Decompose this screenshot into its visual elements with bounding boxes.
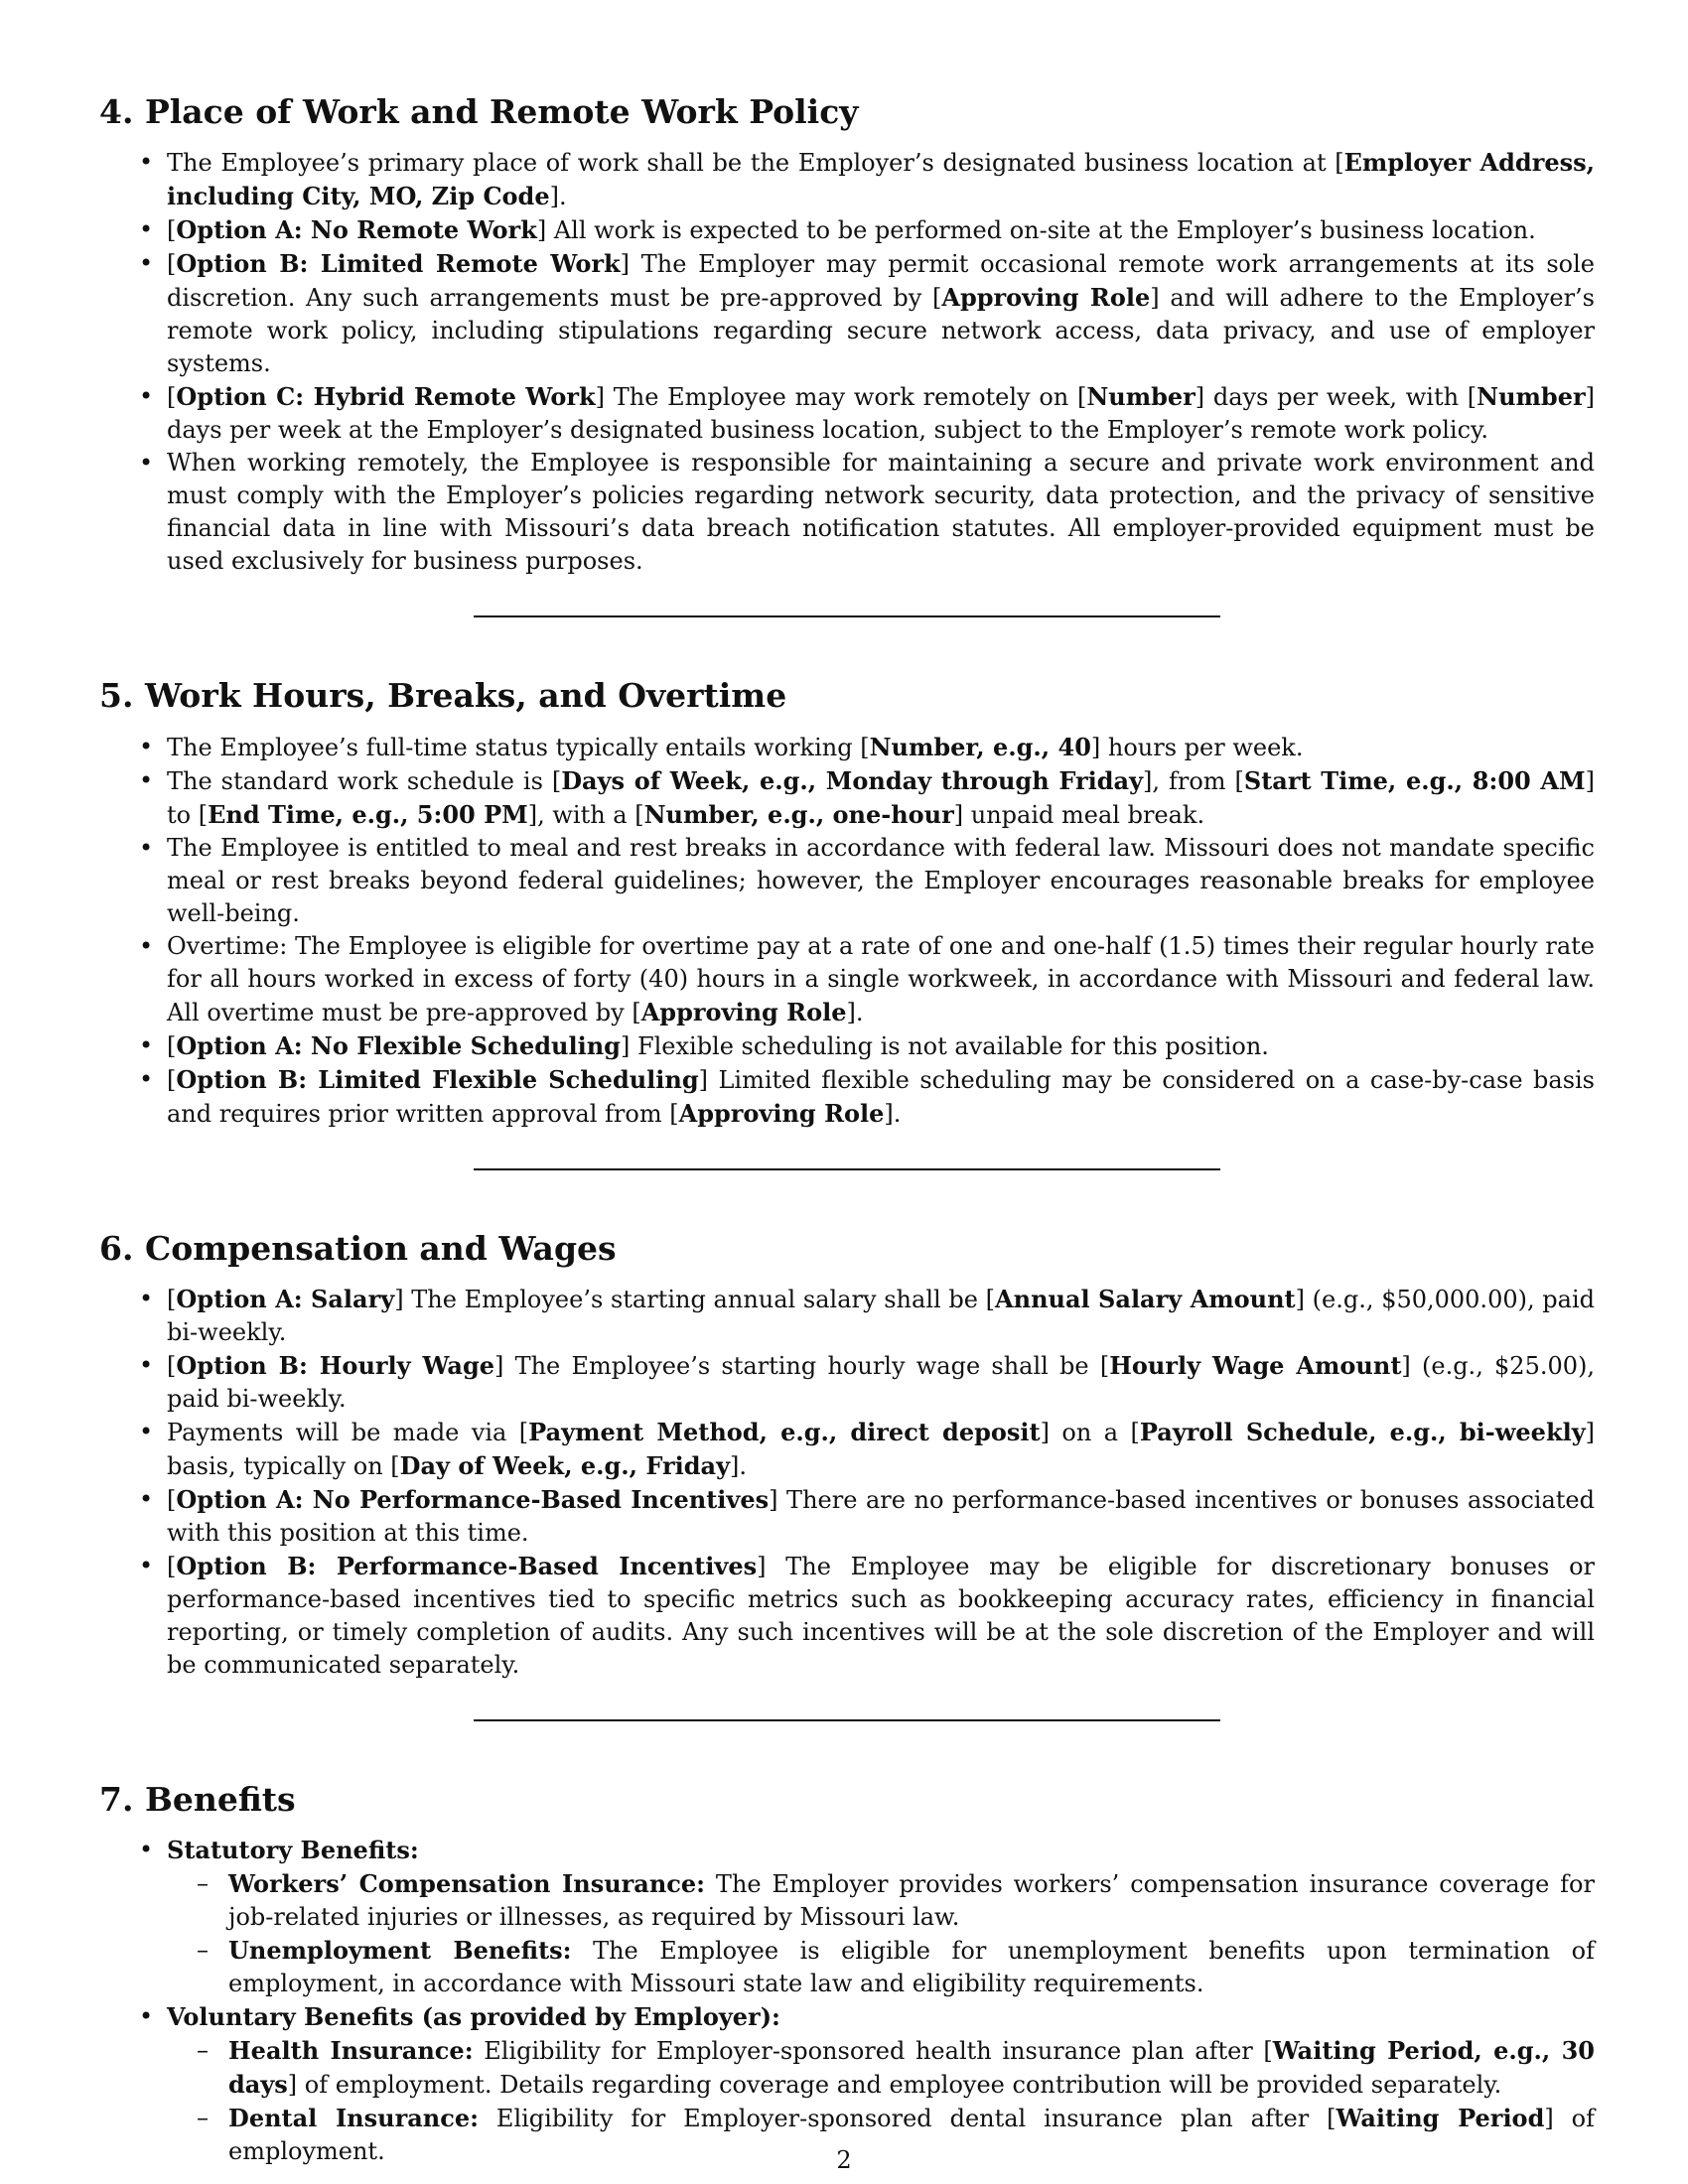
body-text: Payments will be made via [ [167, 1418, 529, 1446]
placeholder-text: Day of Week, e.g., Friday [399, 1450, 731, 1480]
placeholder-text: Option C: Hybrid Remote Work [176, 382, 596, 412]
benefit-group-label: Statutory Benefits: [167, 1836, 419, 1864]
body-text: ]. [549, 183, 567, 211]
body-text: ] basis, typically on [ [167, 1418, 1596, 1480]
list-item [167, 1834, 1595, 2000]
benefits-section [99, 1779, 1595, 2168]
sub-list-item [228, 1934, 1595, 2000]
body-text: [ [167, 1031, 177, 1060]
body-text: ] (e.g., $25.00), paid bi-weekly. [167, 1351, 1596, 1413]
body-text: ] days per week, with [ [1195, 383, 1477, 412]
body-text: [ [167, 383, 177, 412]
list-item [167, 1283, 1595, 1349]
placeholder-text: Payment Method, e.g., direct deposit [528, 1417, 1041, 1446]
body-text: ] The Employer may permit occasional remote work arrangements at its sole discretion. Any such arrangements must be pre-approved by [ [167, 250, 1595, 313]
section [99, 91, 1595, 617]
body-text: ] There are no performance-based incentives or bonuses associated with this position at this time. [167, 1485, 1595, 1547]
benefit-groups-list [99, 1834, 1595, 2168]
list-item [167, 247, 1595, 380]
placeholder-text: Number, e.g., 40 [869, 732, 1091, 761]
list-item [167, 1063, 1595, 1131]
body-text: [ [167, 1065, 177, 1094]
body-text: The Employee is eligible for unemployment benefits upon termination of employment, in accordance with Missouri state law and eligibility requirements. [228, 1937, 1595, 1997]
body-text: ] Limited flexible scheduling may be considered on a case-by-case basis and requires prior written approval from [ [167, 1065, 1596, 1128]
placeholder-text: Payroll Schedule, e.g., bi-weekly [1139, 1417, 1586, 1446]
list-item [167, 832, 1595, 930]
list-item [167, 731, 1595, 764]
placeholder-text: Option A: No Remote Work [176, 215, 537, 245]
body-text: ] on a [ [1040, 1418, 1140, 1446]
placeholder-text: Start Time, e.g., 8:00 AM [1243, 765, 1586, 795]
horizontal-rule [474, 615, 1220, 617]
list-item [167, 1483, 1595, 1550]
placeholder-text: Annual Salary Amount [995, 1284, 1296, 1313]
bullet-list [99, 1283, 1595, 1682]
list-item [167, 380, 1595, 447]
body-text: [ [167, 1285, 177, 1313]
horizontal-rule [474, 1719, 1220, 1721]
placeholder-text: Option A: No Performance-Based Incentives [176, 1484, 770, 1514]
list-item [167, 447, 1595, 578]
placeholder-text: Employer Address, including City, MO, Zip Code [167, 148, 1595, 211]
section-title: 7. Benefits [99, 1779, 296, 1819]
bullet-list [99, 146, 1595, 578]
list-item [167, 146, 1595, 213]
body-text: Overtime: The Employee is eligible for overtime pay at a rate of one and one-half (1.5) times their regular hourly rate for all hours worked in excess of forty (40) hours in a single workweek, in accordance with Missouri and federal law. All overtime must be pre-approved by [ [167, 931, 1595, 1026]
section-title: 4. Place of Work and Remote Work Policy [99, 92, 859, 131]
body-text: ] of employment. Details regarding coverage and employee contribution will be provided separately. [287, 2071, 1502, 2099]
placeholder-text: Approving Role [640, 997, 847, 1026]
placeholder-text: Option B: Performance-Based Incentives [176, 1551, 758, 1580]
list-item [167, 930, 1595, 1029]
body-text: ] of employment. [228, 2105, 1596, 2165]
body-text: ] (e.g., $50,000.00), paid bi-weekly. [167, 1285, 1595, 1346]
list-item [167, 1416, 1595, 1483]
benefit-group-label: Voluntary Benefits (as provided by Employer): [167, 2002, 780, 2031]
benefit-label: Dental Insurance: [228, 2104, 479, 2132]
placeholder-text: Waiting Period, e.g., 30 days [228, 2036, 1595, 2099]
body-text: ] All work is expected to be performed on-site at the Employer’s business location. [536, 216, 1536, 245]
body-text: ] Flexible scheduling is not available for this position. [620, 1031, 1269, 1060]
benefit-label: Health Insurance: [228, 2036, 474, 2065]
placeholder-text: Waiting Period [1336, 2104, 1545, 2132]
placeholder-text: Approving Role [678, 1098, 885, 1128]
body-text: ] days per week at the Employer’s designated business location, subject to the Employer’s remote work policy. [167, 383, 1595, 445]
section-title: 6. Compensation and Wages [99, 1228, 617, 1268]
list-item [167, 2000, 1595, 2168]
placeholder-text: Days of Week, e.g., Monday through Friday [561, 765, 1144, 795]
body-text: [ [167, 1351, 177, 1380]
sub-list-item [228, 1867, 1595, 1934]
bullet-list [99, 731, 1595, 1131]
body-text: The Employer provides workers’ compensation insurance coverage for job-related injuries or illnesses, as required by Missouri law. [228, 1870, 1595, 1931]
placeholder-text: Number [1086, 382, 1196, 412]
list-item [167, 1349, 1595, 1416]
body-text: ], with a [ [527, 800, 644, 829]
body-text: The Employee’s full-time status typically entails working [ [167, 733, 870, 761]
placeholder-text: Option A: Salary [176, 1284, 395, 1313]
placeholder-text: Hourly Wage Amount [1109, 1350, 1402, 1380]
section [99, 1228, 1595, 1721]
body-text: ] unpaid meal break. [953, 800, 1205, 829]
body-text: [ [167, 1552, 177, 1580]
body-text: Eligibility for Employer-sponsored dental insurance plan after [ [478, 2105, 1336, 2132]
list-item [167, 764, 1595, 832]
document-page [99, 91, 1595, 2168]
placeholder-text: Option B: Limited Flexible Scheduling [176, 1064, 699, 1094]
body-text: When working remotely, the Employee is responsible for maintaining a secure and private work environment and must comply with the Employer’s policies regarding network security, data protection, and the privacy of sensitive financial data in line with Missouri’s data breach notification statutes. All employer-provided equipment must be used exclusively for business purposes. [167, 449, 1595, 576]
body-text: [ [167, 250, 177, 279]
body-text: ] The Employee may be eligible for discretionary bonuses or performance-based incentives tied to specific metrics such as bookkeeping accuracy rates, efficiency in financial reporting, or timely completion of audits. Any such incentives will be at the sole discretion of the Employer and will be communicated separately. [167, 1552, 1595, 1679]
page-number: 2 [836, 2146, 852, 2174]
placeholder-text: Number, e.g., one-hour [643, 799, 954, 829]
sub-list [167, 1867, 1595, 2000]
section [99, 675, 1595, 1169]
body-text: The Employee’s primary place of work shall be the Employer’s designated business location at [ [167, 149, 1344, 178]
list-item [167, 213, 1595, 247]
horizontal-rule [474, 1168, 1220, 1170]
benefit-label: Unemployment Benefits: [228, 1936, 572, 1965]
body-text: Eligibility for Employer-sponsored health insurance plan after [ [473, 2037, 1273, 2065]
placeholder-text: Approving Role [941, 283, 1151, 313]
section-title: 5. Work Hours, Breaks, and Overtime [99, 676, 787, 716]
body-text: The Employee is entitled to meal and rest breaks in accordance with federal law. Missouri does not mandate specific meal or rest breaks beyond federal guidelines; however, the Employer encourages reasonable breaks for employee well-being. [167, 833, 1595, 927]
body-text: ] The Employee’s starting hourly wage shall be [ [494, 1351, 1110, 1380]
benefit-label: Workers’ Compensation Insurance: [228, 1869, 706, 1898]
body-text: ]. [884, 1099, 902, 1128]
list-item [167, 1029, 1595, 1063]
placeholder-text: Option B: Hourly Wage [176, 1350, 495, 1380]
list-item [167, 1550, 1595, 1682]
body-text: ]. [846, 998, 864, 1026]
body-text: [ [167, 1485, 177, 1514]
body-text: ] The Employee’s starting annual salary shall be [ [394, 1285, 995, 1313]
sections-container [99, 91, 1595, 1721]
placeholder-text: Number [1477, 382, 1586, 412]
body-text: ] to [ [167, 766, 1595, 829]
sub-list-item [228, 2034, 1595, 2102]
placeholder-text: Option B: Limited Remote Work [176, 249, 621, 279]
body-text: ] hours per week. [1090, 733, 1304, 761]
body-text: ] The Employee may work remotely on [ [595, 383, 1087, 412]
body-text: The standard work schedule is [ [167, 766, 562, 795]
body-text: ]. [730, 1451, 748, 1480]
body-text: ], from [ [1143, 766, 1244, 795]
placeholder-text: End Time, e.g., 5:00 PM [208, 799, 528, 829]
body-text: ] and will adhere to the Employer’s remote work policy, including stipulations regarding secure network access, data privacy, and use of employer systems. [167, 284, 1596, 378]
placeholder-text: Option A: No Flexible Scheduling [176, 1030, 621, 1060]
body-text: [ [167, 216, 177, 245]
